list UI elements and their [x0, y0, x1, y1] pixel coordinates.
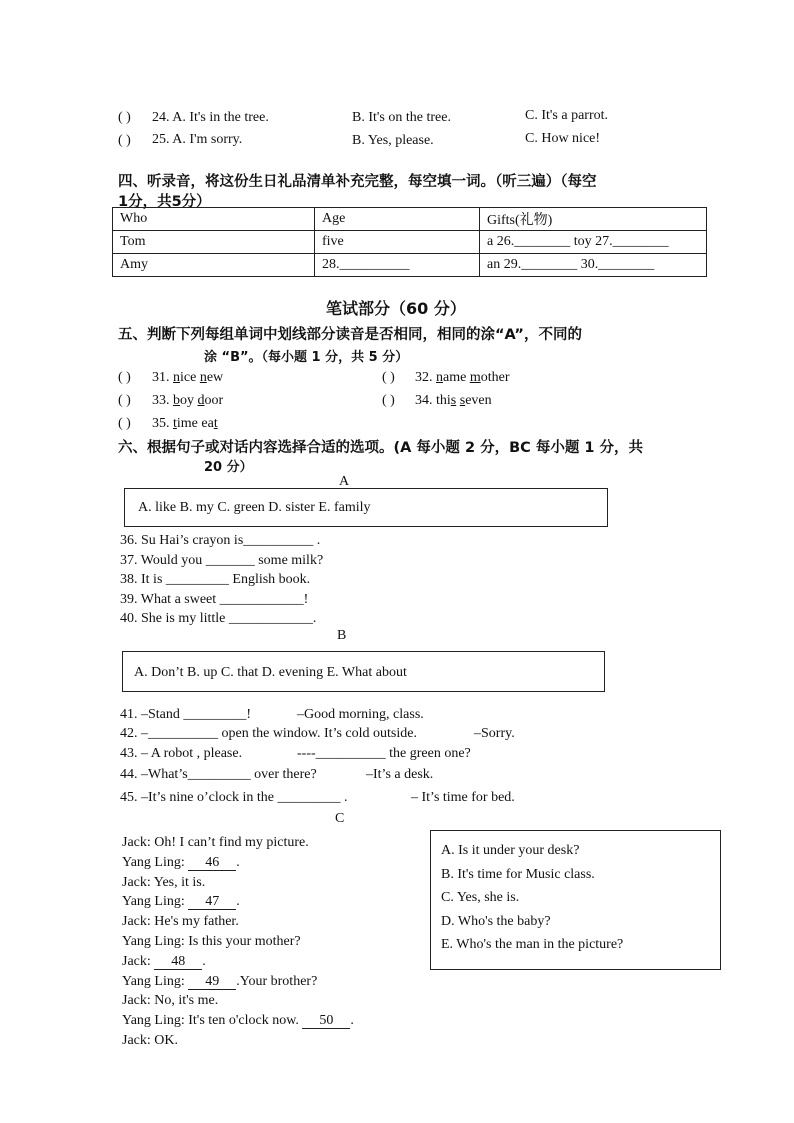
- answer-bracket: ( ): [382, 370, 395, 385]
- question-option-a: 24. A. It's in the tree.: [152, 110, 269, 125]
- underlined-letter: s: [459, 393, 466, 408]
- section6-title: 六、根据句子或对话内容选择合适的选项。(A 每小题 2 分，BC 每小题 1 分，共: [118, 440, 644, 456]
- underlined-letter: m: [469, 370, 481, 385]
- question-option-c: C. It's a parrot.: [525, 108, 609, 123]
- cell-age: five: [315, 231, 480, 254]
- word-1: name: [436, 370, 467, 385]
- word-2: door: [197, 393, 224, 408]
- dialogue-line: [122, 934, 301, 950]
- word-pair: [152, 370, 223, 386]
- question-line: 44. –What’s_________ over there?: [120, 767, 317, 782]
- question-option-b: B. Yes, please.: [352, 133, 434, 148]
- written-part-heading: 笔试部分（60 分）: [326, 299, 466, 318]
- question-number: 32.: [415, 370, 436, 385]
- word-pair: [415, 370, 509, 386]
- question-line: 39. What a sweet ____________!: [120, 592, 309, 607]
- question-number: 34.: [415, 393, 436, 408]
- word-2: new: [199, 370, 224, 385]
- cell-who: Amy: [113, 254, 315, 277]
- dialogue-line: [122, 1033, 178, 1049]
- underlined-letter: n: [173, 370, 180, 385]
- blank-number: 49: [188, 975, 236, 990]
- word-1: time: [173, 416, 198, 431]
- dialogue-text: Yang Ling: Is this your mother?: [122, 934, 301, 949]
- section4-title: 四、听录音，将这份生日礼品清单补充完整，每空填一词。（听三遍）（每空: [118, 174, 597, 190]
- question-line: 37. Would you _______ some milk?: [120, 553, 324, 568]
- word-pair: [152, 416, 218, 432]
- section6-title-cont: 20 分）: [204, 460, 253, 475]
- dialogue-line: [122, 835, 309, 851]
- header-age: Age: [315, 208, 480, 231]
- underlined-letter: n: [199, 370, 207, 385]
- blank-number: 48: [154, 955, 202, 970]
- dialogue-text: Jack:: [122, 953, 155, 969]
- word-1: boy: [173, 393, 194, 408]
- dialogue-text-end: .: [236, 894, 240, 910]
- dialogue-text: Jack: Yes, it is.: [122, 874, 206, 890]
- part-c-label: C: [335, 811, 345, 826]
- dialogue-line: [122, 954, 206, 970]
- blank-number: 50: [302, 1014, 350, 1029]
- options-box-a: [124, 488, 608, 527]
- dialogue-line: [122, 974, 317, 990]
- answer-bracket: ( ): [118, 370, 131, 385]
- blank-number: 46: [188, 856, 236, 871]
- answer-bracket: ( ): [382, 393, 395, 408]
- word-2: eat: [201, 416, 218, 431]
- table-row: [113, 254, 707, 277]
- question-number: 31.: [152, 370, 173, 385]
- question-line: 36. Su Hai’s crayon is__________ .: [120, 533, 321, 548]
- underlined-letter: t: [173, 416, 177, 431]
- dialogue-text-end: .: [202, 953, 206, 969]
- word-1: this: [436, 393, 457, 408]
- dialogue-text: Yang Ling:: [122, 854, 189, 870]
- question-line: 42. –__________ open the window. It’s cold outside.: [120, 726, 417, 741]
- cell-gifts: an 29.________ 30.________: [480, 254, 707, 277]
- section5-title-cont: 涂 “B”。（每小题 1 分，共 5 分）: [204, 350, 409, 365]
- dialogue-text: Yang Ling:: [122, 973, 189, 989]
- dialogue-line: [122, 855, 240, 871]
- dialogue-line: [122, 914, 239, 930]
- section5-title: 五、判断下列每组单词中划线部分读音是否相同，相同的涂“A”，不同的: [118, 327, 582, 343]
- response-line: ----__________ the green one?: [297, 746, 471, 761]
- response-line: –It’s a desk.: [366, 767, 434, 782]
- options-b-text: A. Don’t B. up C. that D. evening E. What about: [134, 665, 407, 680]
- underlined-letter: s: [450, 393, 457, 408]
- option-c-item: B. It's time for Music class.: [441, 866, 595, 882]
- option-c-item: C. Yes, she is.: [441, 890, 520, 905]
- word-2: seven: [459, 393, 492, 408]
- answer-bracket: ( ): [118, 110, 131, 125]
- table-header-row: [113, 208, 707, 231]
- underlined-letter: d: [197, 393, 205, 408]
- dialogue-text: Jack: He's my father.: [122, 914, 239, 930]
- part-b-label: B: [337, 628, 347, 643]
- cell-gifts: a 26.________ toy 27.________: [480, 231, 707, 254]
- response-line: –Good morning, class.: [297, 707, 424, 722]
- dialogue-text: Jack: OK.: [122, 1033, 178, 1048]
- header-gifts: Gifts(礼物): [480, 208, 707, 231]
- dialogue-text: Yang Ling: It's ten o'clock now.: [122, 1013, 303, 1029]
- question-option-b: B. It's on the tree.: [352, 110, 451, 125]
- question-line: 40. She is my little ____________.: [120, 611, 317, 626]
- header-who: Who: [113, 208, 315, 231]
- dialogue-text: Jack: No, it's me.: [122, 993, 219, 1009]
- option-c-item: D. Who's the baby?: [441, 913, 551, 929]
- section4-title-cont: 1分，共5分）: [118, 194, 211, 210]
- underlined-letter: n: [436, 370, 443, 385]
- question-option-a: 25. A. I'm sorry.: [152, 132, 243, 147]
- dialogue-line: [122, 993, 218, 1009]
- question-number: 35.: [152, 416, 173, 431]
- dialogue-text-end: .: [350, 1013, 354, 1029]
- word-pair: [415, 393, 492, 409]
- dialogue-text-end: .Your brother?: [236, 973, 318, 989]
- cell-age: 28.__________: [315, 254, 480, 277]
- response-line: –Sorry.: [474, 726, 515, 741]
- blank-number: 47: [188, 895, 236, 910]
- response-line: – It’s time for bed.: [411, 790, 515, 805]
- part-a-label: A: [339, 474, 350, 489]
- answer-bracket: ( ): [118, 416, 131, 431]
- dialogue-text-end: .: [236, 854, 240, 870]
- word-pair: [152, 393, 223, 409]
- option-c-item: E. Who's the man in the picture?: [441, 937, 624, 952]
- dialogue-line: [122, 894, 240, 910]
- question-line: 45. –It’s nine o’clock in the _________ .: [120, 790, 348, 805]
- options-a-text: A. like B. my C. green D. sister E. family: [138, 500, 371, 515]
- underlined-letter: t: [213, 416, 218, 431]
- question-line: 43. – A robot , please.: [120, 746, 243, 761]
- options-box-c: [430, 830, 721, 970]
- answer-bracket: ( ): [118, 393, 131, 408]
- dialogue-text: Yang Ling:: [122, 894, 189, 910]
- word-1: nice: [173, 370, 197, 385]
- options-box-b: [122, 651, 605, 692]
- question-line: 38. It is _________ English book.: [120, 572, 311, 587]
- question-option-c: C. How nice!: [525, 131, 601, 146]
- dialogue-line: [122, 875, 205, 891]
- question-number: 33.: [152, 393, 173, 408]
- word-2: mother: [469, 370, 510, 385]
- dialogue-line: [122, 1013, 354, 1029]
- table-row: [113, 231, 707, 254]
- underlined-letter: b: [173, 393, 180, 408]
- option-c-item: A. Is it under your desk?: [441, 843, 580, 858]
- question-line: 41. –Stand _________!: [120, 707, 252, 722]
- cell-who: Tom: [113, 231, 315, 254]
- gift-list-table: [112, 207, 707, 277]
- answer-bracket: ( ): [118, 133, 131, 148]
- dialogue-text: Jack: Oh! I can’t find my picture.: [122, 835, 309, 850]
